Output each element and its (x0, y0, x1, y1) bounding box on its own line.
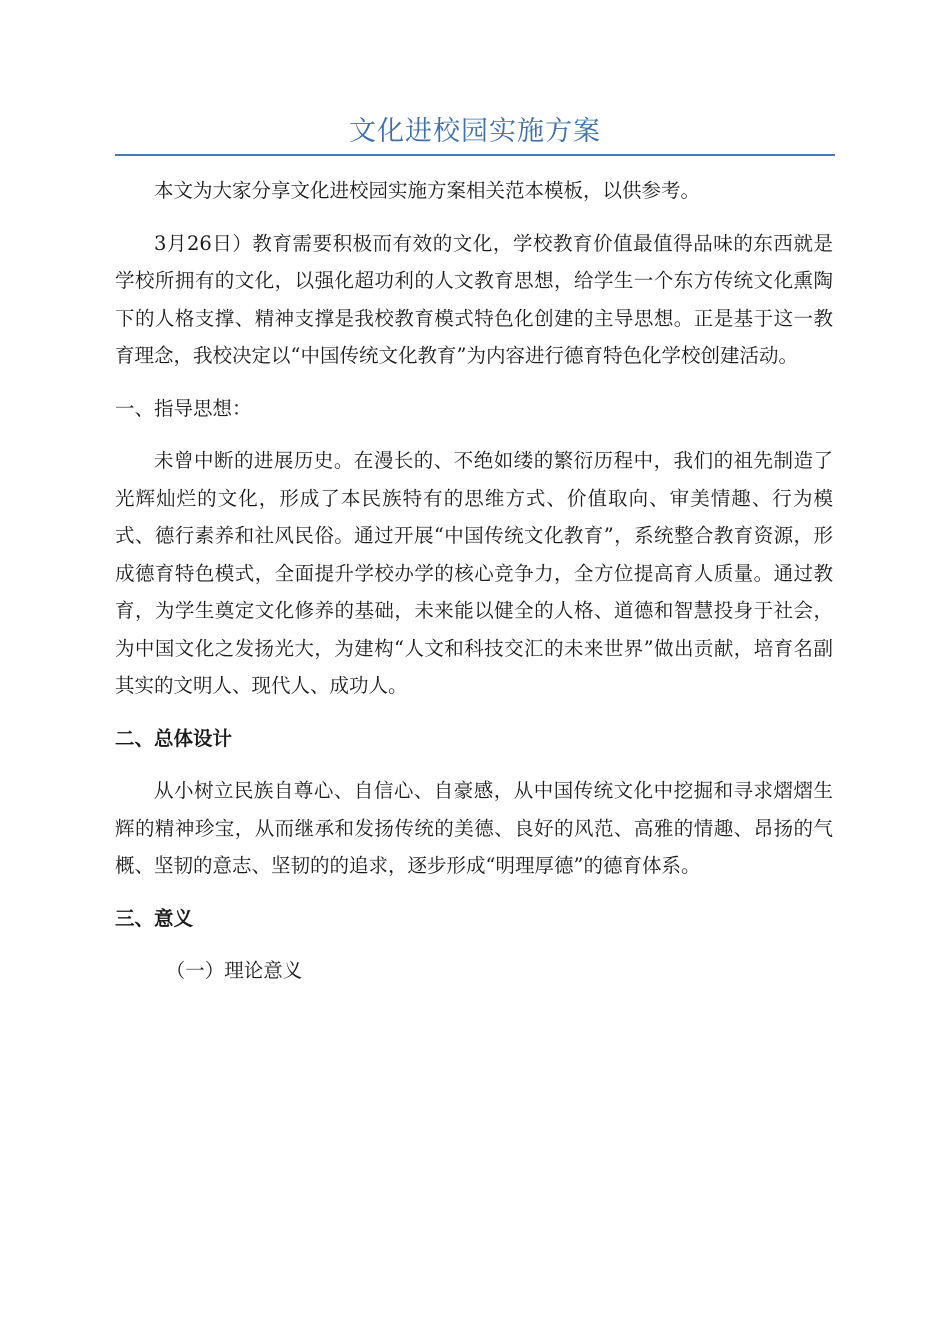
title-underline (115, 154, 835, 156)
section-heading-guiding-thought: 一、指导思想： (115, 396, 252, 420)
document-body (115, 172, 833, 1005)
document-title: 文化进校园实施方案 (349, 116, 601, 147)
overall-design-paragraph: 从小树立民族自尊心、自信心、自豪感，从中国传统文化中挖掘和寻求熠熠生辉的精神珍宝，从而继承和发扬传统的美德、良好的风范、高雅的情趣、昂扬的气概、坚韧的意志、坚韧的的追求，逐步形成“明理厚德”的德育体系。 (115, 779, 833, 877)
section-heading-significance: 三、意义 (115, 906, 194, 930)
section-heading-overall-design: 二、总体设计 (115, 726, 233, 750)
subsection-heading-theoretical: （一）理论意义 (165, 959, 303, 982)
background-paragraph: 3月26日）教育需要积极而有效的文化，学校教育价值最值得品味的东西就是学校所拥有的文化，以强化超功利的人文教育思想，给学生一个东方传统文化熏陶下的人格支撑、精神支撑是我校教育模式特色化创建的主导思想。正是基于这一教育理念，我校决定以“中国传统文化教育”为内容进行德育特色化学校创建活动。 (115, 231, 833, 367)
intro-paragraph: 本文为大家分享文化进校园实施方案相关范本模板，以供参考。 (154, 179, 701, 202)
guiding-thought-paragraph: 未曾中断的进展历史。在漫长的、不绝如缕的繁衍历程中，我们的祖先制造了光辉灿烂的文化，形成了本民族特有的思维方式、价值取向、审美情趣、行为模式、德行素养和社风民俗。通过开展“中国传统文化教育”，系统整合教育资源，形成德育特色模式，全面提升学校办学的核心竞争力，全方位提高育人质量。通过教育，为学生奠定文化修养的基础，未来能以健全的人格、道德和智慧投身于社会，为中国文化之发扬光大，为建构“人文和科技交汇的未来世界”做出贡献，培育名副其实的文明人、现代人、成功人。 (115, 449, 833, 697)
